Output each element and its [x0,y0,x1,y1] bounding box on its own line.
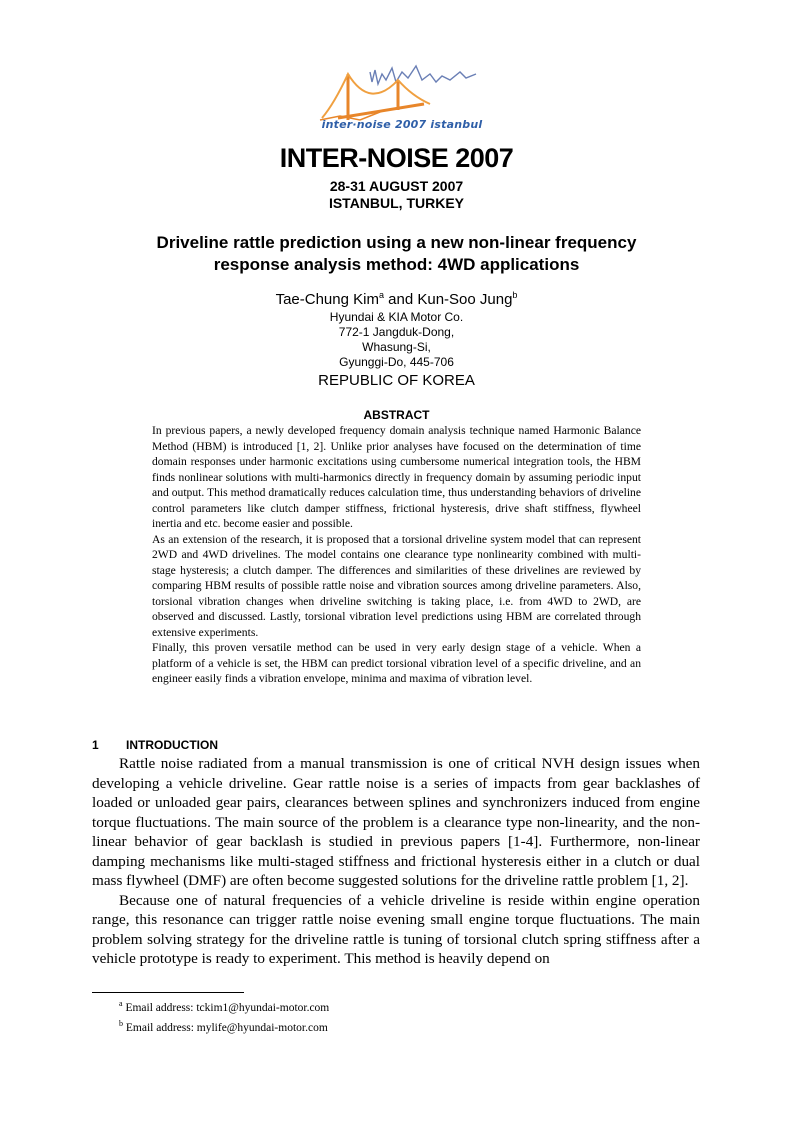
paper-title [100,232,693,276]
author-2-mark: b [512,290,518,300]
author-conjunction: and [383,291,418,308]
body-paragraph: Rattle noise radiated from a manual transmission is one of critical NVH design issues when developing a vehicle driveline. Gear rattle noise is a series of impacts from gear backlashes of loaded or unloaded gear pairs, clearances between splines and synchronizers induced from engine torque fluctuations. The main source of the problem is a clearance type non-linearity, and the non-linear behavior of gear backlash is studied in previous papers [1-4]. Furthermore, non-linear damping mechanisms like multi-staged stiffness and frictional hysteresis either in a clutch or dual mass flywheel (DMF) are often become suggested solutions for the driveline rattle problem [1, 2]. [92,755,700,889]
footnote-a-text: Email address: tckim1@hyundai-motor.com [125,1001,330,1014]
abstract [152,423,641,687]
affiliation [0,310,793,370]
footnote-b-text: Email address: mylife@hyundai-motor.com [125,1021,328,1034]
affiliation-line: 772-1 Jangduk-Dong, [338,325,455,339]
conference-dates: 28-31 AUGUST 2007 [329,178,464,194]
footnote-b [119,1016,329,1036]
affiliation-line: Gyunggi-Do, 445-706 [339,355,454,369]
paper-title-line2: response analysis method: 4WD applications [213,255,580,274]
abstract-paragraph: In previous papers, a newly developed frequency domain analysis technique named Harmonic Balance Method (HBM) is introduced [1, 2]. Unlike prior analyses have focused on the determination of time domain responses under harmonic excitations using cumbersome numerical integration tools, the HBM finds nonlinear solutions with multi-harmonics directly in frequency domain by assuming periodic input and output. This method dramatically reduces calculation time, thus understanding behaviors of driveline control parameters like clutch damper stiffness, frictional hysteresis, drive shaft stiffness, flywheel inertia and etc. become easier and possible. [152,424,641,530]
footnote-divider [92,992,244,993]
section-number: 1 [92,738,99,752]
author-2: Kun-Soo Jung [417,291,513,308]
abstract-paragraph: As an extension of the research, it is proposed that a torsional driveline system model that can represent 2WD and 4WD drivelines. The model contains one clearance type nonlinearity combined with multi-stage hysteresis; a clutch damper. The differences and similarities of these drivelines are reviewed by comparing HBM results of possible rattle noise and vibration sources among driveline parameters. Also, torsional vibration changes when driveline switching is taking place, i.e. from 4WD to 2WD, are observed and discussed. Lastly, torsional vibration level predictions using HBM are correlated through extensive experiments. [152,532,641,639]
section-heading [92,738,218,752]
footnotes [119,996,329,1036]
abstract-heading: ABSTRACT [363,408,430,422]
footnote-a [119,996,329,1016]
logo-text: inter·noise 2007 istanbul [321,118,483,131]
footnote-b-mark: b [119,1018,123,1028]
body-paragraph: Because one of natural frequencies of a vehicle driveline is reside within engine operation range, this resonance can trigger rattle noise evening small engine torque fluctuations. The main problem solving strategy for the driveline rattle is tuning of torsional clutch spring stiffness after a vehicle prototype is ready to experiment. This method is heavily depend on [92,891,700,967]
affiliation-line: Hyundai & KIA Motor Co. [329,310,464,324]
section-title: INTRODUCTION [126,738,218,752]
authors [0,290,793,308]
introduction-body [92,754,700,969]
country: REPUBLIC OF KOREA [318,372,475,389]
conference-title: INTER-NOISE 2007 [279,143,514,173]
affiliation-line: Whasung-Si, [362,340,431,354]
conference-location: ISTANBUL, TURKEY [328,195,465,211]
author-1: Tae-Chung Kim [275,291,379,308]
paper-title-line1: Driveline rattle prediction using a new non-linear frequency [156,233,637,252]
abstract-paragraph: Finally, this proven versatile method can be used in very early design stage of a vehicle. When a platform of a vehicle is set, the HBM can predict torsional vibration level of a specific driveline, and an engineer easily finds a vibration envelope, minima and maxima of vibration level. [152,641,641,685]
footnote-a-mark: a [119,999,123,1008]
author-1-mark: a [378,290,384,300]
